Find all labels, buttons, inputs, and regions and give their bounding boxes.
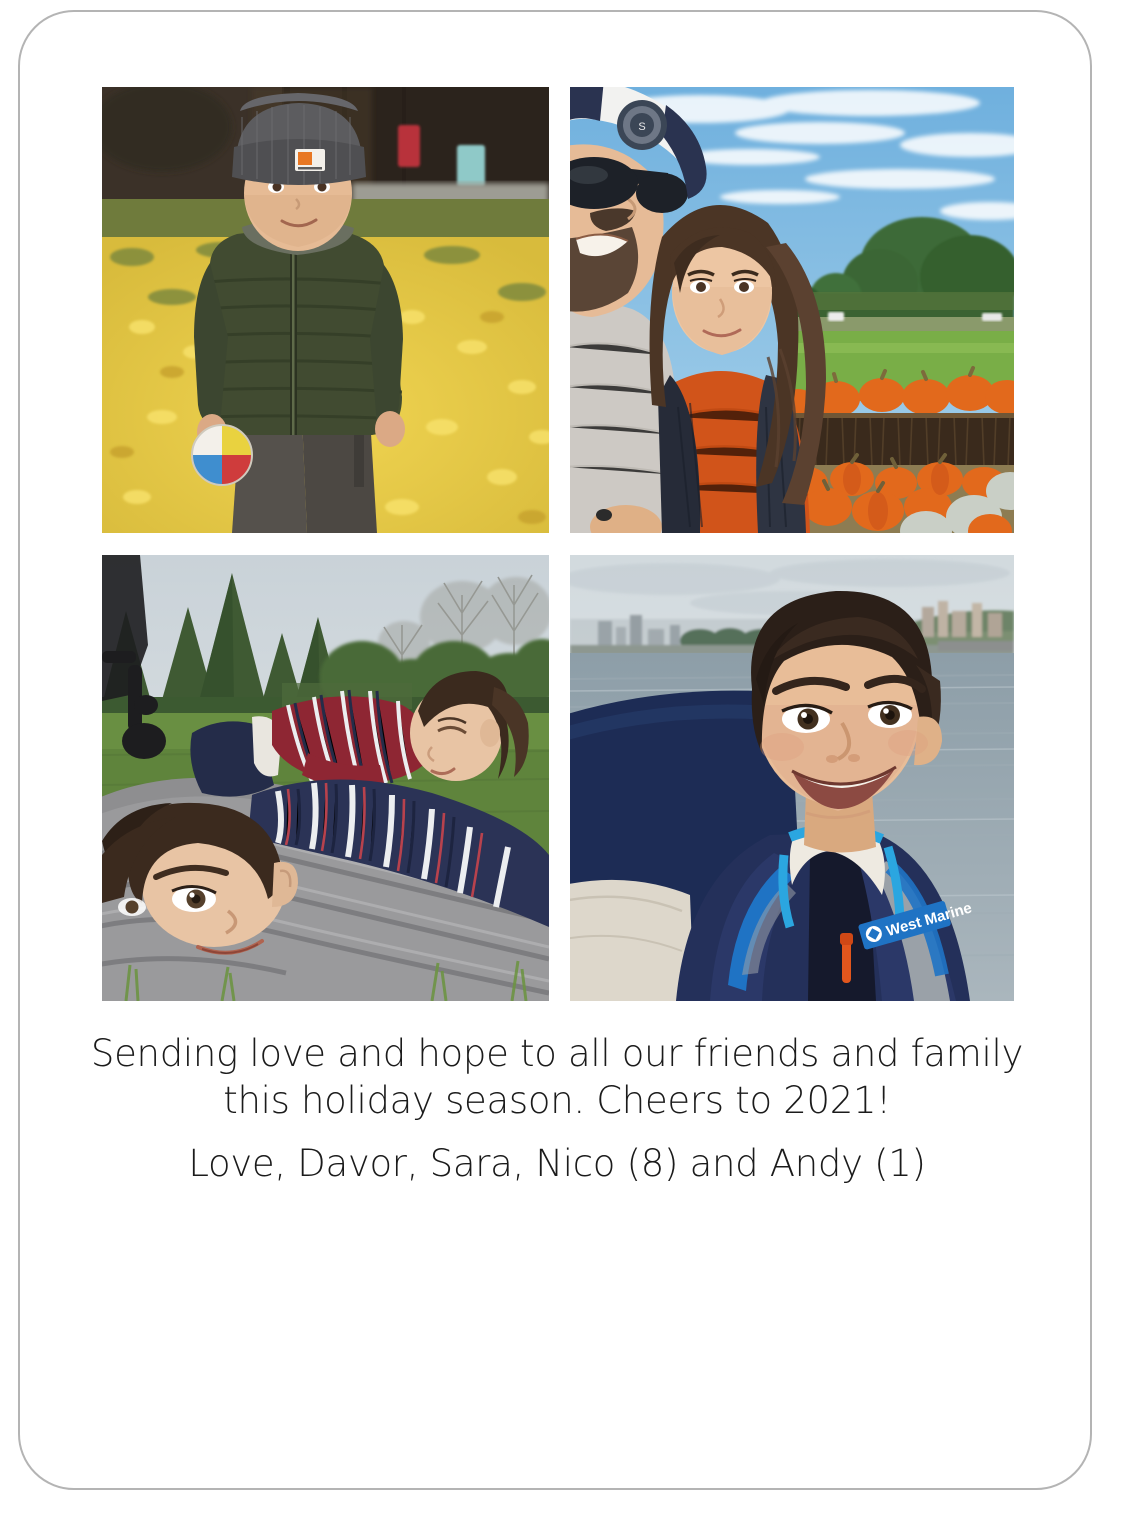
- holiday-message: Sending love and hope to all our friends and family this holiday season. Cheers to 2021!: [90, 1032, 1024, 1122]
- greeting-card: [18, 10, 1092, 1490]
- svg-text:S: S: [638, 121, 646, 133]
- photo-collage-grid: [102, 87, 1014, 1001]
- photo-couple-pumpkin-patch: [570, 87, 1014, 533]
- photo-toddler-leaves: [102, 87, 549, 533]
- photo-brothers-park-blanket: [102, 555, 549, 1001]
- photo-boy-boat-lifevest: [570, 555, 1014, 1001]
- signoff-line: Love, Davor, Sara, Nico (8) and Andy (1): [188, 1142, 926, 1185]
- svg-text:West Marine: West Marine: [884, 899, 974, 941]
